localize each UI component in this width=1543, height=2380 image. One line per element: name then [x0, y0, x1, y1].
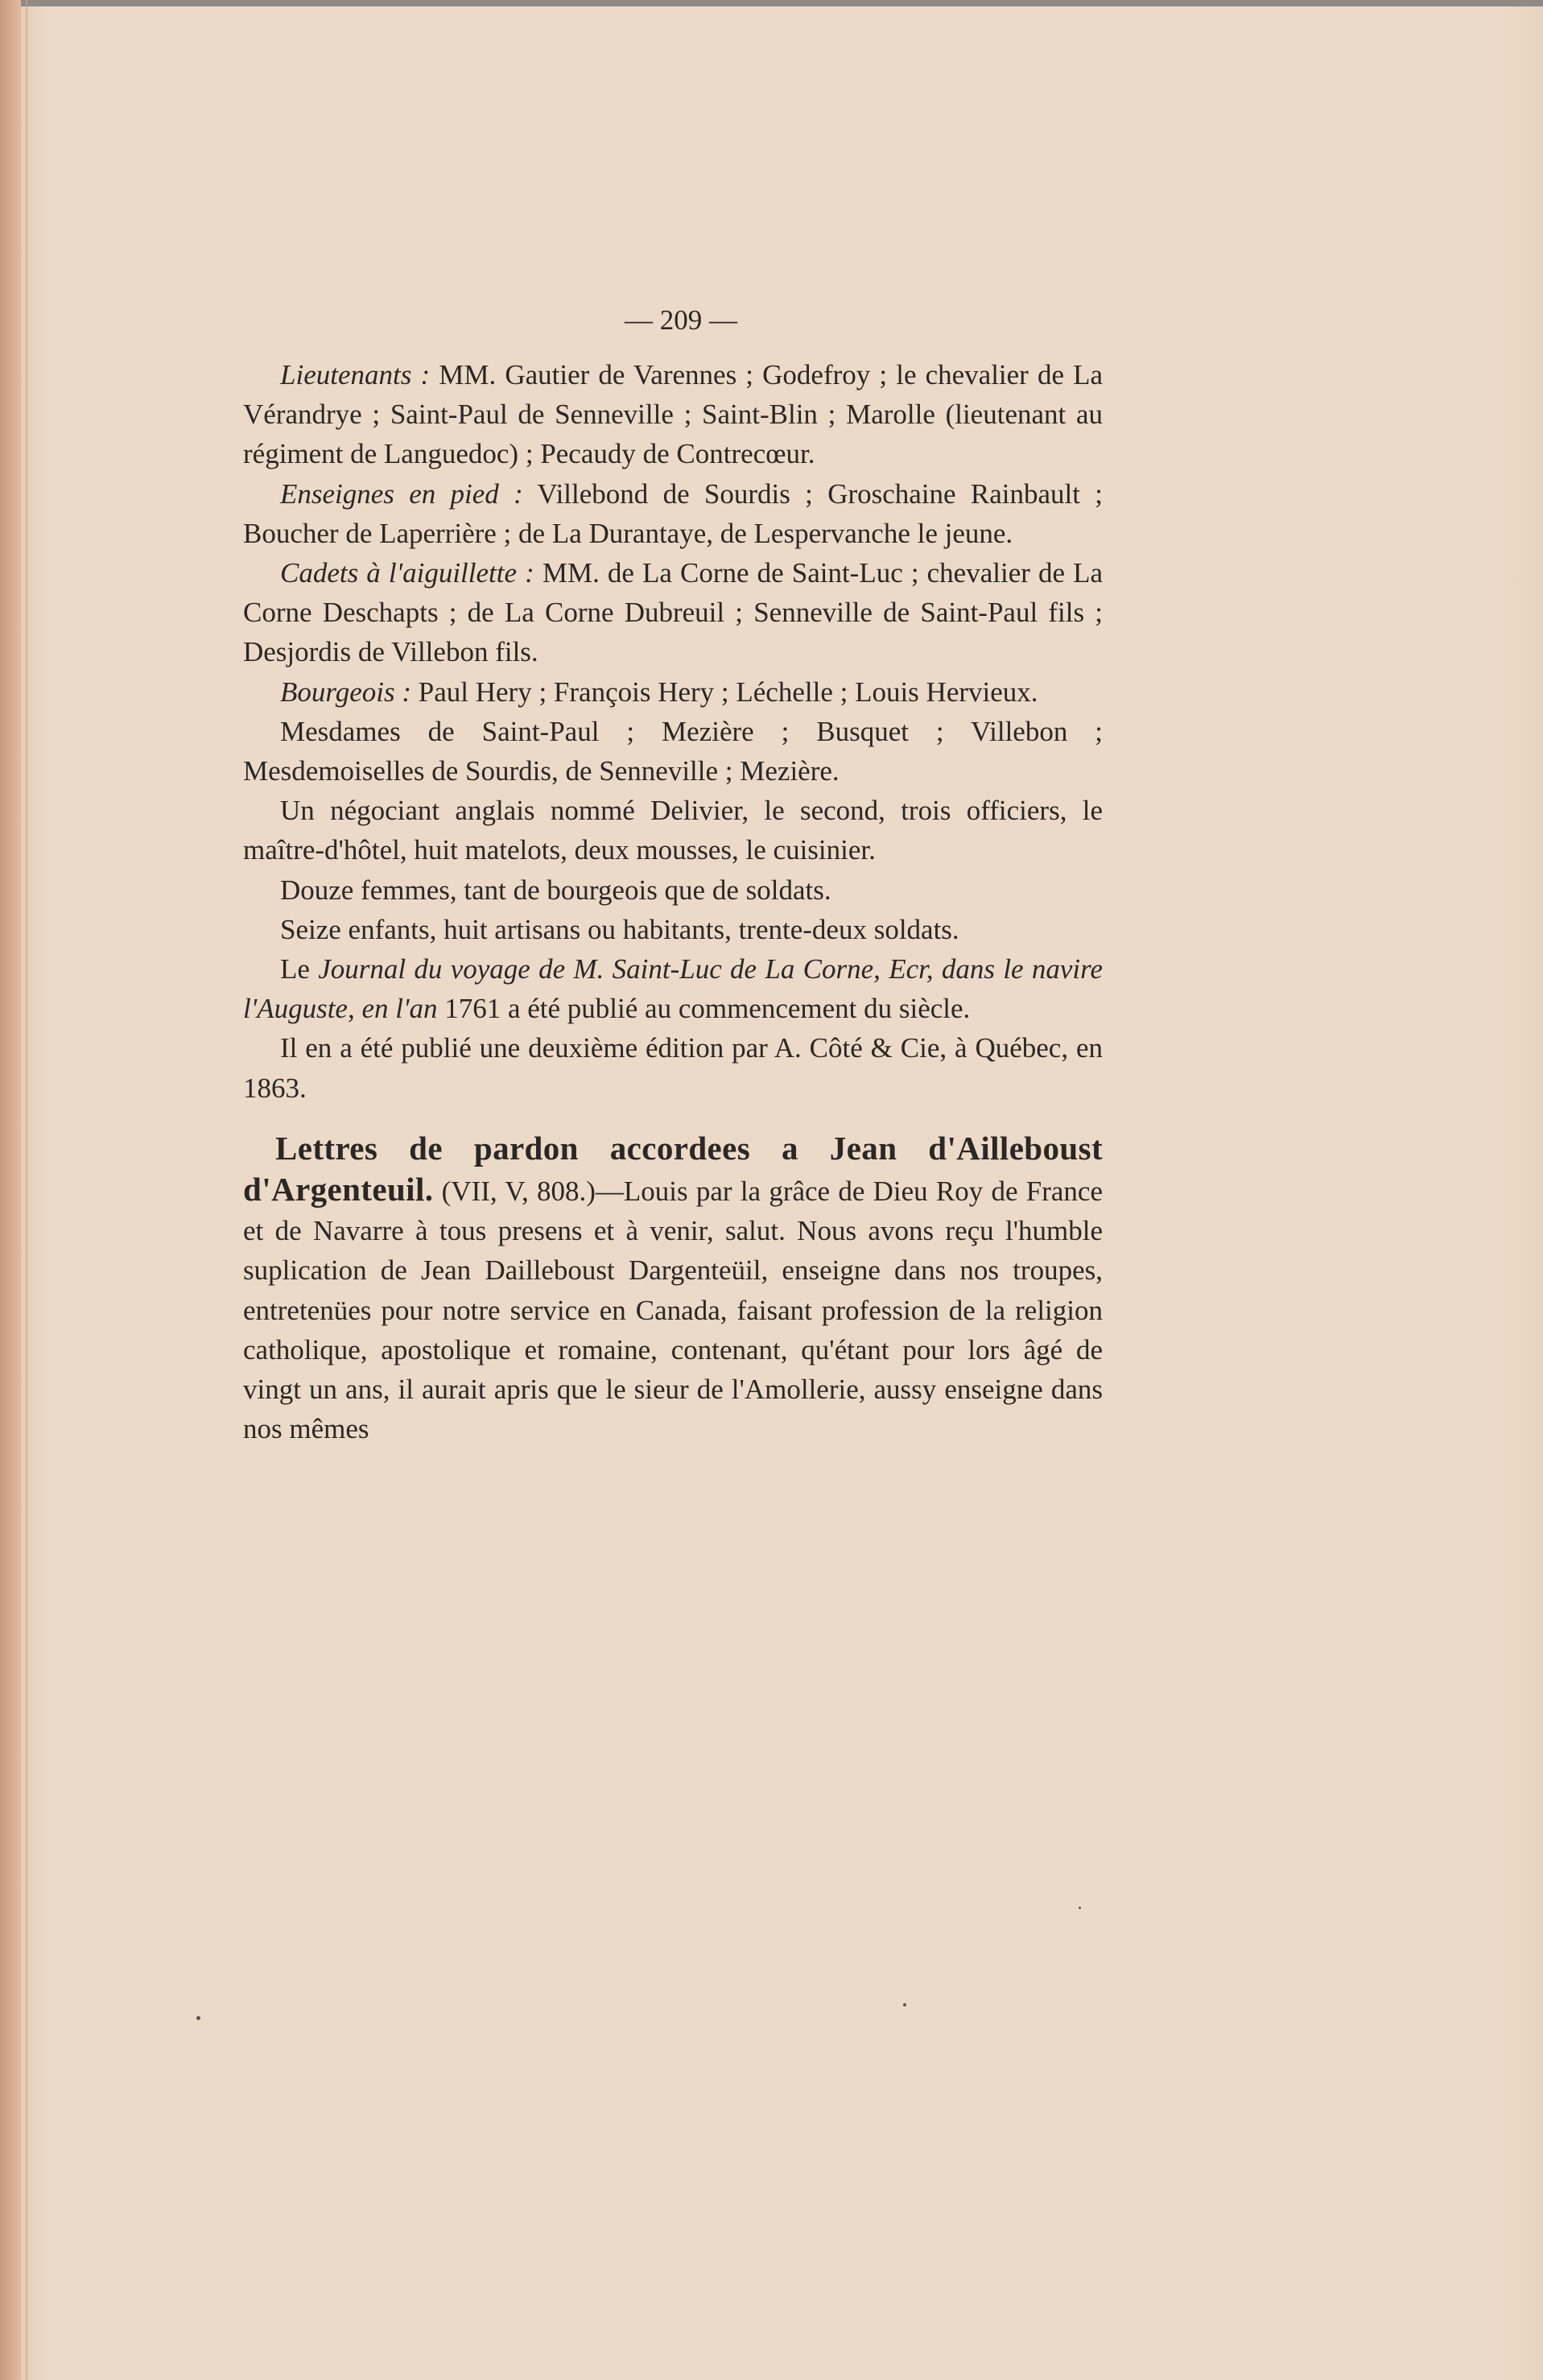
paragraph-lieutenants	[243, 355, 1103, 474]
paragraph-lead: Cadets à l'aiguillette :	[280, 557, 534, 589]
paragraph-text: Villebond de Sourdis ; Groschaine Rainbault ; Boucher de Laperrière ; de La Durantaye, de Lespervanche le jeune.	[243, 477, 1103, 549]
paragraph-lead: Bourgeois :	[280, 676, 411, 708]
speck	[903, 2003, 906, 2006]
page-number: — 209 —	[625, 304, 737, 336]
paragraph-text: Mesdames de Saint-Paul ; Mezière ; Busquet ; Villebon ; Mesdemoiselles de Sourdis, de Senneville ; Mezière.	[243, 715, 1103, 787]
paragraph-text: MM. Gautier de Varennes ; Godefroy ; le chevalier de La Vérandrye ; Saint-Paul de Senneville ; Saint-Blin ; Marolle (lieutenant au régiment de Languedoc) ; Pecaudy de Contrecœur.	[243, 359, 1104, 470]
paragraph-text: Un négociant anglais nommé Delivier, le second, trois officiers, le maître-d'hôtel, huit matelots, deux mousses, le cuisinier.	[243, 795, 1103, 866]
section-body: —Louis par la grâce de Dieu Roy de France et de Navarre à tous presens et à venir, salut. Nous avons reçu l'humble suplication de Jean Dailleboust Dargenteüil, enseigne dans nos troupes, entretenües pour notre service en Canada, faisant profession de la religion catholique, apostolique et romaine, contenant, qu'étant pour lors âgé de vingt un ans, il aurait apris que le sieur de l'Amollerie, aussy enseigne dans nos mêmes	[243, 1176, 1104, 1445]
speck	[196, 2016, 200, 2020]
paragraph-enfants	[243, 910, 1103, 949]
section-heading: Lettres de pardon accordees a Jean d'Ailleboust d'Argenteuil.	[243, 1129, 1103, 1209]
paragraph-text: Paul Hery ; François Hery ; Léchelle ; Louis Hervieux.	[411, 676, 1038, 708]
paragraph-lead: Enseignes en pied :	[280, 477, 523, 510]
page-spine-line	[26, 0, 27, 2380]
page-top-edge	[0, 0, 1543, 6]
paragraph-journal	[243, 949, 1103, 1028]
paragraph-enseignes	[243, 474, 1103, 553]
paragraph-text: Douze femmes, tant de bourgeois que de soldats.	[280, 874, 831, 906]
page-binding-edge	[0, 0, 21, 2380]
section-reference: (VII, V, 808.)	[433, 1176, 596, 1208]
paragraph-text: Seize enfants, huit artisans ou habitants, trente-deux soldats.	[280, 913, 959, 945]
paragraph-femmes	[243, 870, 1103, 910]
journal-suffix: 1761 a été publié au commencement du siècle.	[437, 993, 971, 1025]
paragraph-cadets	[243, 553, 1103, 672]
journal-title: Journal du voyage de M. Saint-Luc de La Corne, Ecr, dans le navire l'Auguste, en l'an	[243, 953, 1103, 1025]
paragraph-mesdames	[243, 712, 1103, 791]
paragraph-lead: Lieutenants :	[280, 359, 431, 390]
paragraph-text: MM. de La Corne de Saint-Luc ; chevalier de La Corne Deschapts ; de La Corne Dubreuil ; Senneville de Saint-Paul fils ; Desjordis de Villebon fils.	[243, 557, 1103, 668]
paragraph-negociant	[243, 791, 1103, 870]
section-lettres-de-pardon	[243, 1129, 1103, 1449]
paragraph-bourgeois	[243, 672, 1103, 712]
text-block	[243, 286, 1103, 1448]
speck	[1079, 1907, 1081, 1909]
journal-prefix: Le	[280, 953, 319, 985]
paragraph-second-edition: Il en a été publié une deuxième édition par A. Côté & Cie, à Québec, en 1863.	[243, 1032, 1103, 1104]
